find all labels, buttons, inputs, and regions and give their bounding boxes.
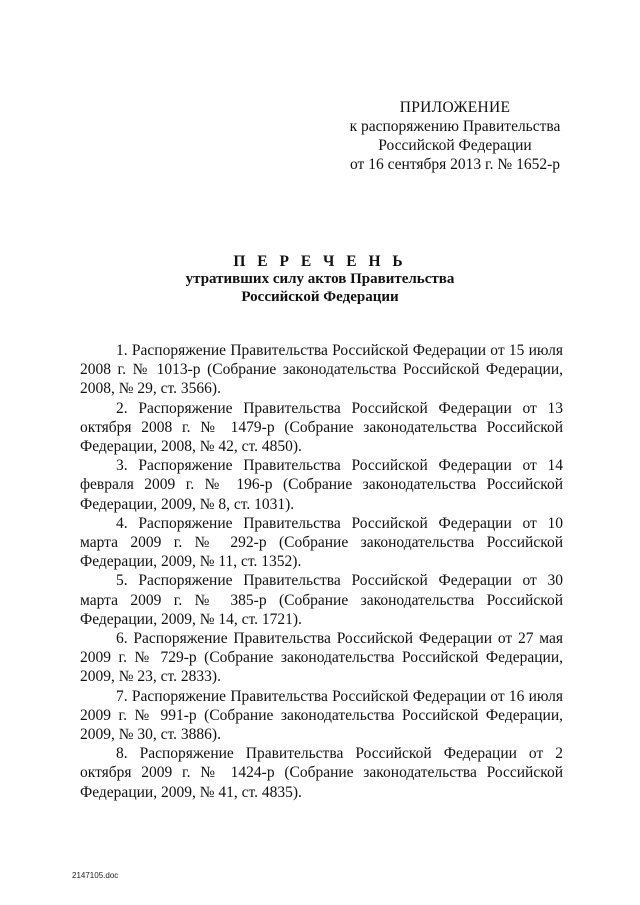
- list-item: 7. Распоряжение Правительства Российской Федерации от 16 июля 2009 г. № 991-р (Собрание законодательства Российской Федерации, 2009, № 30, ст. 3886).: [80, 687, 563, 744]
- footer-filename: 2147105.doc: [72, 871, 119, 880]
- list-item: 2. Распоряжение Правительства Российской Федерации от 13 октября 2008 г. № 1479-р (Собрание законодательства Российской Федерации, 2008, № 42, ст. 4850).: [80, 399, 563, 456]
- list-item: 8. Распоряжение Правительства Российской Федерации от 2 октября 2009 г. № 1424-р (Собрание законодательства Российской Федерации, 2009, № 41, ст. 4835).: [80, 745, 563, 801]
- list-item: 1. Распоряжение Правительства Российской Федерации от 15 июля 2008 г. № 1013-р (Собрание законодательства Российской Федерации, 2008, № 29, ст. 3566).: [80, 342, 563, 398]
- appendix-title: ПРИЛОЖЕНИЕ: [399, 99, 511, 116]
- document-subtitle-line-1: утративших силу актов Правительства: [185, 271, 455, 287]
- appendix-line-3: от 16 сентября 2013 г. № 1652-р: [350, 156, 560, 173]
- list-item: 5. Распоряжение Правительства Российской Федерации от 30 марта 2009 г. № 385-р (Собрание законодательства Российской Федерации, 2009, № 14, ст. 1721).: [80, 572, 563, 628]
- appendix-block: [340, 98, 570, 174]
- appendix-line-1: к распоряжению Правительства: [349, 118, 561, 135]
- acts-list: [80, 341, 563, 802]
- document-title: П Е Р Е Ч Е Н Ь: [233, 253, 407, 270]
- document-subtitle-line-2: Российской Федерации: [241, 289, 399, 305]
- appendix-line-2: Российской Федерации: [378, 137, 532, 154]
- list-item: 3. Распоряжение Правительства Российской Федерации от 14 февраля 2009 г. № 196-р (Собрание законодательства Российской Федерации, 2009, № 8, ст. 1031).: [80, 457, 563, 513]
- list-item: 6. Распоряжение Правительства Российской Федерации от 27 мая 2009 г. № 729-р (Собрание законодательства Российской Федерации, 2009, № 23, ст. 2833).: [80, 630, 563, 686]
- list-item: 4. Распоряжение Правительства Российской Федерации от 10 марта 2009 г. № 292-р (Собрание законодательства Российской Федерации, 2009, № 11, ст. 1352).: [80, 514, 563, 571]
- document-subtitle: [70, 270, 570, 306]
